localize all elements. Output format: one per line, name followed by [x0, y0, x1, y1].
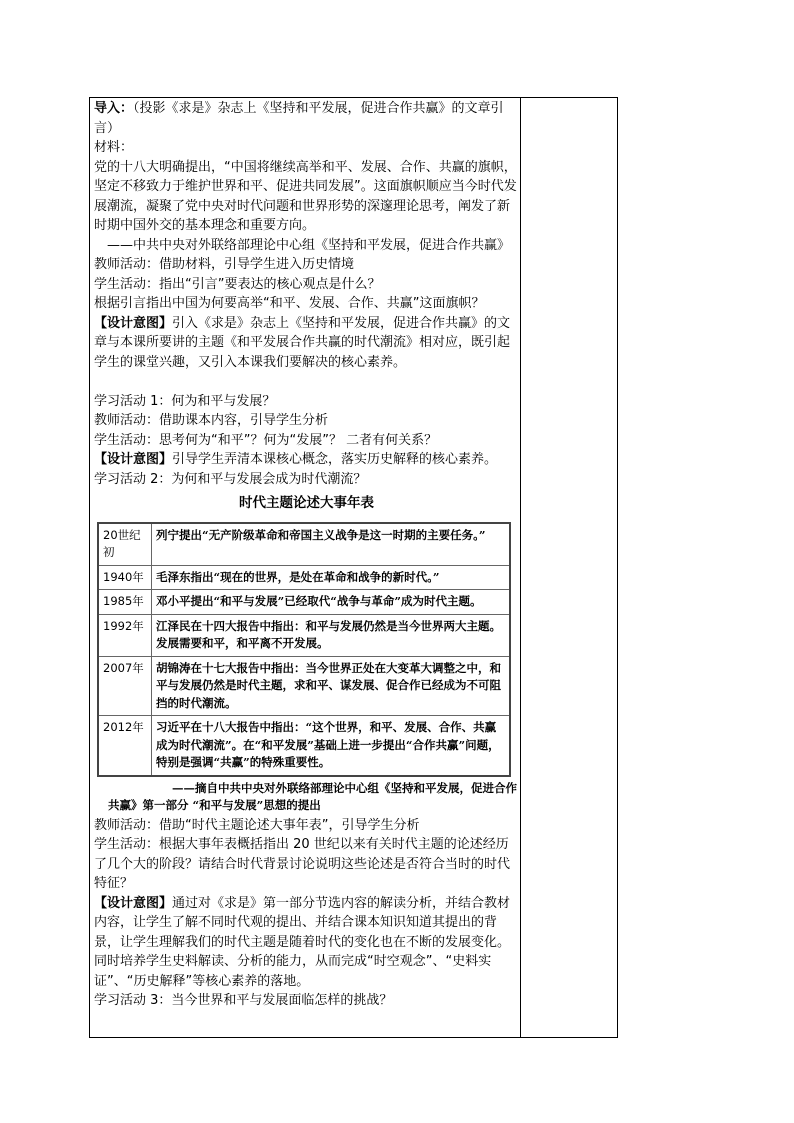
teacher-activity-1: 教师活动：借助材料，引导学生进入历史情境	[94, 257, 355, 272]
timeline-event: 江泽民在十四大报告中指出：和平与发展仍然是当今世界两大主题。发展需要和平，和平离不开发展。	[152, 614, 511, 656]
intro-text: （投影《求是》杂志上《坚持和平发展，促进合作共赢》的文章引言）	[94, 101, 504, 136]
design-text-2: 引导学生弄清本课核心概念，落实历史解释的核心素养。	[172, 452, 498, 467]
lesson-content	[94, 99, 519, 1011]
design-intent-2	[94, 450, 519, 470]
timeline-event: 胡锦涛在十七大报告中指出：当今世界正处在大变革大调整之中，和平与发展仍然是时代主题，求和平、谋发展、促合作已经成为不可阻挡的时代潮流。	[152, 656, 511, 716]
design-intent-1	[94, 314, 519, 373]
timeline-source: ——摘自中共中央对外联络部理论中心组《坚持和平发展，促进合作共赢》第一部分 “和平与发展”思想的提出	[108, 780, 517, 812]
learning-activity-1: 学习活动 1：何为和平与发展？	[94, 393, 276, 409]
material-text: 党的十八大明确提出，“中国将继续高举和平、发展、合作、共赢的旗帜，坚定不移致力于维护世界和平、促进共同发展”。这面旗帜顺应当今时代发展潮流，凝聚了党中央对时代问题和世界形势的深邃理论思考，阐发了新时期中国外交的基本理念和重要方向。	[94, 159, 517, 233]
table-row	[98, 656, 510, 716]
timeline-year: 1992年	[98, 614, 152, 656]
timeline-year: 2012年	[98, 716, 152, 776]
student-activity-3: 学生活动：根据大事年表概括指出 20 世纪以来有关时代主题的论述经历了几个大的阶段？请结合时代背景讨论说明这些论述是否符合当时的时代特征？	[94, 837, 511, 891]
column-divider-2	[617, 97, 618, 1038]
timeline-event: 毛泽东指出“现在的世界，是处在革命和战争的新时代。”	[152, 565, 511, 590]
intro-paragraph	[94, 99, 519, 138]
design-text-3: 通过对《求是》第一部分节选内容的解读分析，并结合教材内容，让学生了解不同时代观的提出、并结合课本知识知道其提出的背景，让学生理解我们的时代主题是随着时代的变化也在不断的发展变化。同时培养学生史料解读、分析的能力，从而完成“时空观念”、“史料实证”、“历史解释”等核心素养的落地。	[94, 895, 511, 989]
student-activity-1: 学生活动：指出“引言”要表达的核心观点是什么？	[94, 276, 381, 292]
design-label: 【设计意图】	[94, 895, 173, 911]
teacher-activity-3: 教师活动：借助“时代主题论述大事年表”，引导学生分析	[94, 817, 420, 833]
teacher-activity-2: 教师活动：借助课本内容，引导学生分析	[94, 413, 329, 428]
timeline-title: 时代主题论述大事年表	[239, 495, 374, 511]
material-source: ——中共中央对外联络部理论中心组《坚持和平发展，促进合作共赢》	[107, 237, 511, 253]
material-label: 材料：	[94, 140, 134, 155]
timeline-table	[97, 522, 511, 777]
learning-activity-2: 学习活动 2：为何和平与发展会成为时代潮流？	[94, 471, 367, 487]
table-row	[98, 614, 510, 656]
learning-activity-3: 学习活动 3：当今世界和平与发展面临怎样的挑战？	[94, 993, 393, 1008]
design-label: 【设计意图】	[94, 315, 173, 331]
timeline-year: 1985年	[98, 590, 152, 615]
design-label: 【设计意图】	[94, 452, 173, 467]
timeline-year: 2007年	[98, 656, 152, 716]
timeline-year: 1940年	[98, 565, 152, 590]
design-intent-3	[94, 894, 519, 992]
timeline-year: 20世纪初	[98, 523, 152, 566]
timeline-event: 邓小平提出“和平与发展”已经取代“战争与革命”成为时代主题。	[152, 590, 511, 615]
column-divider-1	[520, 97, 521, 1038]
timeline-event: 习近平在十八大报告中指出：“这个世界，和平、发展、合作、共赢成为时代潮流”。在“和平发展”基础上进一步提出“合作共赢”问题，特别是强调“共赢”的特殊重要性。	[152, 716, 511, 776]
table-row	[98, 590, 510, 615]
intro-label: 导入：	[94, 101, 134, 116]
question-1: 根据引言指出中国为何要高举“和平、发展、合作、共赢”这面旗帜？	[94, 296, 485, 311]
timeline-event: 列宁提出“无产阶级革命和帝国主义战争是这一时期的主要任务。”	[152, 523, 511, 566]
design-text-1: 引入《求是》杂志上《坚持和平发展，促进合作共赢》的文章与本课所要讲的主题《和平发展合作共赢的时代潮流》相对应，既引起学生的课堂兴趣，又引入本课我们要解决的核心素养。	[94, 315, 511, 370]
student-activity-2: 学生活动：思考何为“和平”？何为“发展”？ 二者有何关系？	[94, 432, 438, 448]
table-row	[98, 565, 510, 590]
table-row	[98, 523, 510, 566]
table-row	[98, 716, 510, 776]
